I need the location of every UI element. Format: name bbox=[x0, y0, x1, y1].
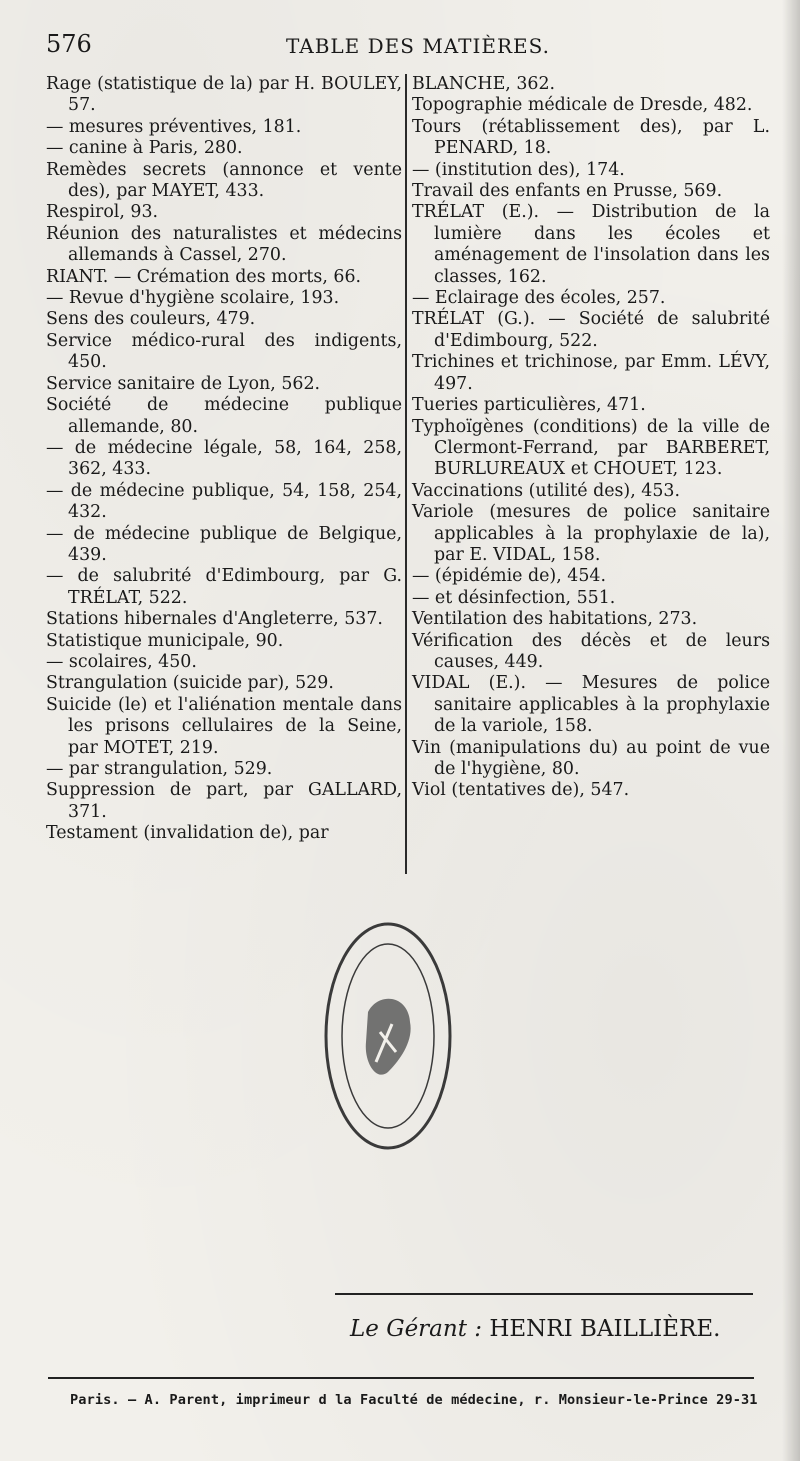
page-edge-shadow bbox=[782, 0, 800, 1461]
running-title: TABLE DES MATIÈRES. bbox=[286, 34, 550, 58]
index-entry: — et désinfection, 551. bbox=[412, 587, 616, 608]
left-column bbox=[46, 74, 402, 845]
right-column bbox=[412, 74, 770, 802]
signature-name: HENRI BAILLIÈRE. bbox=[489, 1316, 721, 1342]
index-entry: — (épidémie de), 454. bbox=[412, 566, 606, 587]
index-entry: — par strangulation, 529. bbox=[46, 759, 273, 779]
index-entry: Ventilation des habitations, 273. bbox=[412, 609, 698, 630]
printer-imprint: Paris. — A. Parent, imprimeur d la Faculté de médecine, r. Monsieur-le-Prince 29-31 bbox=[70, 1392, 758, 1408]
signature-line bbox=[350, 1316, 720, 1342]
index-entry: Respirol, 93. bbox=[46, 202, 159, 223]
index-entry: Sens des couleurs, 479. bbox=[46, 309, 256, 330]
index-entry: Tueries particulières, 471. bbox=[412, 395, 646, 416]
index-entry: RIANT. — Crémation des morts, 66. bbox=[46, 266, 362, 287]
index-entry: Testament (invalidation de), par bbox=[46, 823, 329, 844]
index-entry: — (institution des), 174. bbox=[412, 159, 625, 180]
index-entry: — canine à Paris, 280. bbox=[46, 138, 243, 159]
index-entry: Service sanitaire de Lyon, 562. bbox=[46, 373, 321, 394]
index-entry: — de médecine publique, 54, 158, 254, 432. bbox=[46, 480, 402, 523]
page-number: 576 bbox=[46, 30, 92, 58]
index-entry: — Eclairage des écoles, 257. bbox=[412, 288, 666, 309]
index-entry: TRÉLAT (E.). — Distribution de la lumière dans les écoles et aménagement de l'insolation dans les classes, 162. bbox=[412, 202, 770, 287]
index-columns bbox=[46, 74, 770, 884]
index-entry: Société de médecine publique allemande, 80. bbox=[46, 395, 402, 437]
index-entry: — Revue d'hygiène scolaire, 193. bbox=[46, 288, 340, 309]
column-divider bbox=[405, 74, 407, 874]
index-entry: Tours (rétablissement des), par L. PENARD, 18. bbox=[412, 116, 770, 159]
index-entry: Rage (statistique de la) par H. BOULEY, 57. bbox=[46, 74, 402, 116]
index-entry: BLANCHE, 362. bbox=[412, 74, 556, 94]
index-entry: Trichines et trichinose, par Emm. LÉVY, 497. bbox=[412, 352, 770, 394]
index-entry: TRÉLAT (G.). — Société de salubrité d'Edimbourg, 522. bbox=[412, 309, 770, 351]
index-entry: Service médico-rural des indigents, 450. bbox=[46, 330, 402, 373]
index-entry: Typhoïgènes (conditions) de la ville de Clermont-Ferrand, par BARBERET, BURLUREAUX et CHOUET, 123. bbox=[412, 416, 770, 480]
page-header bbox=[46, 30, 766, 64]
index-entry: Vin (manipulations du) au point de vue de l'hygiène, 80. bbox=[412, 737, 770, 779]
index-entry: Travail des enfants en Prusse, 569. bbox=[412, 181, 723, 202]
signature-rule bbox=[335, 1293, 753, 1295]
index-entry: Statistique municipale, 90. bbox=[46, 630, 284, 651]
index-entry: Vaccinations (utilité des), 453. bbox=[412, 480, 680, 501]
index-entry: Strangulation (suicide par), 529. bbox=[46, 673, 334, 694]
index-entry: Réunion des naturalistes et médecins allemands à Cassel, 270. bbox=[46, 223, 402, 266]
index-entry: — de salubrité d'Edimbourg, par G. TRÉLAT, 522. bbox=[46, 566, 402, 608]
index-entry: Viol (tentatives de), 547. bbox=[412, 780, 630, 801]
index-entry: — mesures préventives, 181. bbox=[46, 116, 302, 137]
index-entry: Remèdes secrets (annonce et vente des), par MAYET, 433. bbox=[46, 159, 402, 202]
index-entry: — de médecine légale, 58, 164, 258, 362, 433. bbox=[46, 437, 402, 480]
index-entry: — de médecine publique de Belgique, 439. bbox=[46, 523, 402, 565]
index-entry: VIDAL (E.). — Mesures de police sanitaire applicables à la prophylaxie de la variole, 158. bbox=[412, 673, 770, 737]
index-entry: Variole (mesures de police sanitaire applicables à la prophylaxie de la), par E. VIDAL, 158. bbox=[412, 502, 770, 565]
index-entry: Suppression de part, par GALLARD, 371. bbox=[46, 780, 402, 822]
index-entry: Topographie médicale de Dresde, 482. bbox=[412, 95, 753, 116]
library-stamp-icon bbox=[318, 912, 458, 1160]
index-entry: Vérification des décès et de leurs causes, 449. bbox=[412, 630, 770, 672]
signature-label: Le Gérant : bbox=[350, 1316, 483, 1342]
imprint-rule bbox=[48, 1377, 754, 1379]
index-entry: Suicide (le) et l'aliénation mentale dans les prisons cellulaires de la Seine, par MOTET, 219. bbox=[46, 694, 402, 758]
index-entry: — scolaires, 450. bbox=[46, 651, 197, 672]
index-entry: Stations hibernales d'Angleterre, 537. bbox=[46, 609, 383, 630]
